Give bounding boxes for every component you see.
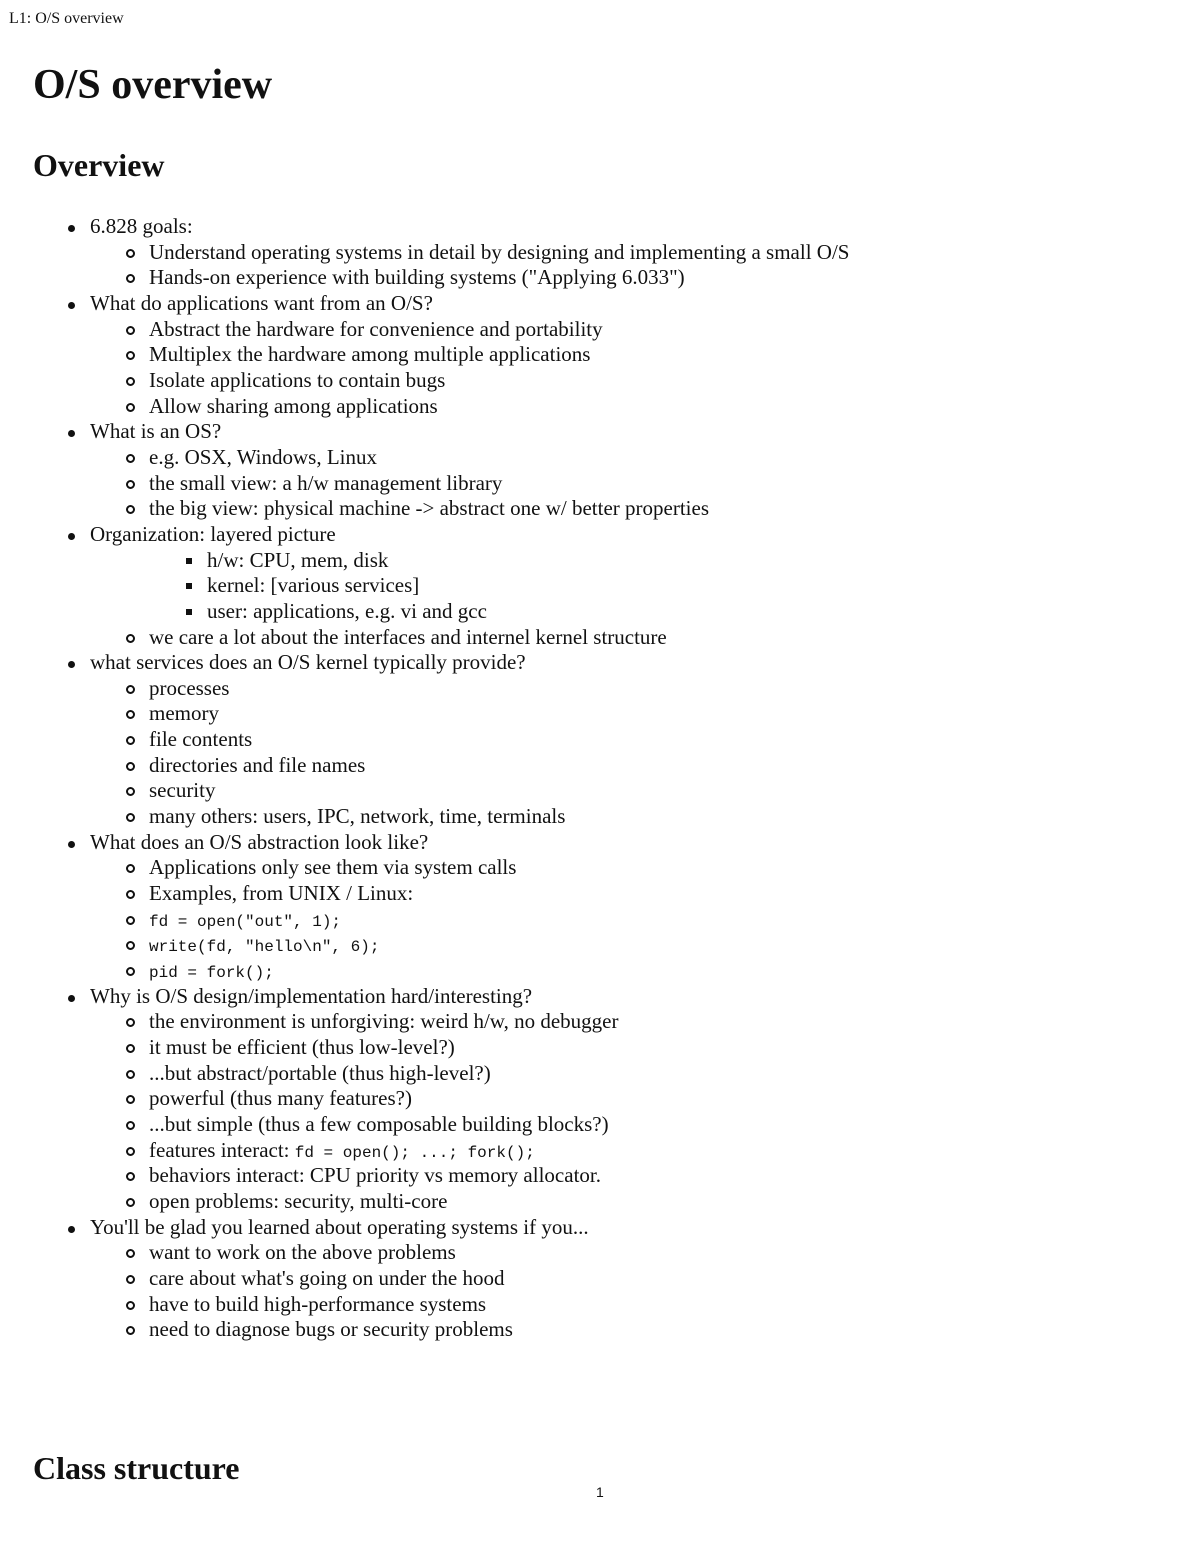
list-item [0,1266,1200,1292]
list-item-text [207,599,487,625]
list-item [0,291,1200,317]
list-item [0,240,1200,266]
open-circle-bullet-icon [126,736,135,745]
open-circle-bullet-icon [126,403,135,412]
list-item [0,1317,1200,1343]
list-item-label: Hands-on experience with building systems ("Applying 6.033") [149,265,685,290]
list-item [0,881,1200,907]
list-item [0,855,1200,881]
list-item [0,778,1200,804]
open-circle-bullet-icon [126,710,135,719]
list-item-text [149,625,667,651]
list-item-text [90,1215,589,1241]
list-item-label: Understand operating systems in detail by designing and implementing a small O/S [149,239,850,264]
list-item-text [149,471,502,497]
list-item-text [90,830,428,856]
list-item-text [149,1112,609,1138]
list-item-label: ...but simple (thus a few composable building blocks?) [149,1111,609,1136]
list-item [0,625,1200,651]
list-item [0,1189,1200,1215]
filled-square-bullet-icon [186,583,192,589]
filled-square-bullet-icon [186,558,192,564]
list-item-text [149,804,565,830]
list-item [0,676,1200,702]
page-header-label: L1: O/S overview [9,10,124,27]
list-item [0,548,1200,574]
open-circle-bullet-icon [126,1121,135,1130]
list-item-label: kernel: [various services] [207,573,420,598]
list-item-label: Multiplex the hardware among multiple applications [149,342,591,367]
open-circle-bullet-icon [126,1301,135,1310]
list-item-label: need to diagnose bugs or security problems [149,1317,513,1342]
list-item-text [90,650,526,676]
open-circle-bullet-icon [126,505,135,514]
overview-bullet-list [0,214,1200,1343]
list-item-label: processes [149,675,230,700]
filled-square-bullet-icon [186,609,192,615]
open-circle-bullet-icon [126,1018,135,1027]
open-circle-bullet-icon [126,351,135,360]
open-circle-bullet-icon [126,326,135,335]
list-item-text [149,1009,619,1035]
open-circle-bullet-icon [126,864,135,873]
filled-disc-bullet-icon [68,533,75,540]
list-item [0,1061,1200,1087]
open-circle-bullet-icon [126,480,135,489]
list-item-label: 6.828 goals: [90,214,193,238]
list-item-label: the big view: physical machine -> abstract one w/ better properties [149,496,709,521]
list-item-label: Examples, from UNIX / Linux: [149,881,414,906]
open-circle-bullet-icon [126,454,135,463]
list-item-text [149,1086,412,1112]
list-item-text [149,1292,486,1318]
list-item [0,214,1200,240]
list-item-label: Allow sharing among applications [149,393,438,418]
list-item-text [90,419,221,445]
list-item-text [90,214,193,240]
list-item [0,573,1200,599]
open-circle-bullet-icon [126,762,135,771]
open-circle-bullet-icon [126,1249,135,1258]
open-circle-bullet-icon [126,1044,135,1053]
list-item-label: memory [149,701,219,726]
list-item [0,984,1200,1010]
list-item-text [90,522,336,548]
list-item-text [90,984,532,1010]
filled-disc-bullet-icon [68,430,75,437]
list-item-text [149,676,229,702]
list-item [0,1292,1200,1318]
list-item-text [207,573,419,599]
list-item-text [149,855,516,881]
list-item [0,1215,1200,1241]
list-item-text [149,1035,455,1061]
list-item-text [149,317,603,343]
list-item [0,804,1200,830]
open-circle-bullet-icon [126,1172,135,1181]
open-circle-bullet-icon [126,685,135,694]
list-item-label: want to work on the above problems [149,1240,456,1265]
list-item-label: user: applications, e.g. vi and gcc [207,598,487,623]
list-item [0,368,1200,394]
list-item-label: e.g. OSX, Windows, Linux [149,444,378,469]
filled-disc-bullet-icon [68,302,75,309]
list-item [0,522,1200,548]
open-circle-bullet-icon [126,813,135,822]
list-item-label: What is an OS? [90,419,222,444]
list-item [0,419,1200,445]
open-circle-bullet-icon [126,1095,135,1104]
code-snippet: fd = open("out", 1); [149,912,342,931]
list-item-label: What do applications want from an O/S? [90,290,433,315]
list-item-text [90,291,433,317]
list-item [0,727,1200,753]
list-item-text [149,1266,504,1292]
open-circle-bullet-icon [126,1198,135,1207]
list-item-label: it must be efficient (thus low-level?) [149,1035,455,1059]
list-item-label: care about what's going on under the hood [149,1265,505,1290]
list-item-text [149,265,685,291]
list-item-text [149,907,341,936]
list-item-text [149,1189,447,1215]
code-snippet: pid = fork(); [149,964,274,983]
list-item-label: ...but abstract/portable (thus high-level?) [149,1060,491,1085]
list-item-label: directories and file names [149,752,366,777]
list-item-text [149,1317,513,1343]
list-item-text [149,881,413,907]
list-item [0,1035,1200,1061]
list-item-label: open problems: security, multi-core [149,1188,448,1213]
list-item-text [149,368,445,394]
page-title: O/S overview [33,62,273,108]
list-item [0,1163,1200,1189]
open-circle-bullet-icon [126,249,135,258]
code-snippet: fd = open(); ...; fork(); [294,1143,535,1162]
code-snippet: write(fd, "hello\n", 6); [149,938,380,957]
open-circle-bullet-icon [126,787,135,796]
open-circle-bullet-icon [126,634,135,643]
list-item [0,958,1200,984]
list-item [0,496,1200,522]
list-item [0,932,1200,958]
list-item [0,265,1200,291]
list-item-label: Abstract the hardware for convenience and portability [149,316,603,341]
list-item-label: What does an O/S abstraction look like? [90,829,429,854]
list-item-text [149,932,379,961]
open-circle-bullet-icon [126,916,135,925]
list-item [0,830,1200,856]
open-circle-bullet-icon [126,967,135,976]
list-item-text [149,778,215,804]
list-item-text [149,1138,535,1167]
list-item-text [149,701,219,727]
list-item-text [149,727,252,753]
list-item-label: what services does an O/S kernel typically provide? [90,650,526,675]
list-item-label: behaviors interact: CPU priority vs memory allocator. [149,1163,601,1188]
list-item [0,753,1200,779]
list-item [0,317,1200,343]
list-item [0,471,1200,497]
list-item-text [149,445,377,471]
list-item [0,907,1200,933]
list-item [0,1086,1200,1112]
list-item-label: the small view: a h/w management library [149,470,503,495]
list-item [0,1112,1200,1138]
page-number: 1 [596,1484,604,1500]
open-circle-bullet-icon [126,1070,135,1079]
list-item-text [149,342,590,368]
list-item-text [149,1240,456,1266]
list-item [0,394,1200,420]
list-item [0,1138,1200,1164]
list-item-label: Organization: layered picture [90,521,336,546]
filled-disc-bullet-icon [68,225,75,232]
list-item-label: the environment is unforgiving: weird h/w, no debugger [149,1009,619,1034]
list-item [0,1240,1200,1266]
list-item-label: we care a lot about the interfaces and internel kernel structure [149,624,667,649]
list-item [0,342,1200,368]
list-item-label: Isolate applications to contain bugs [149,367,446,392]
open-circle-bullet-icon [126,274,135,283]
list-item-text [149,958,274,987]
section-heading-overview: Overview [33,147,165,183]
open-circle-bullet-icon [126,377,135,386]
filled-disc-bullet-icon [68,841,75,848]
filled-disc-bullet-icon [68,995,75,1002]
section-heading-class-structure: Class structure [33,1450,240,1486]
list-item-text [149,753,365,779]
filled-disc-bullet-icon [68,661,75,668]
open-circle-bullet-icon [126,1326,135,1335]
list-item-text [149,240,849,266]
list-item-text [149,1061,491,1087]
list-item [0,650,1200,676]
open-circle-bullet-icon [126,941,135,950]
list-item-text [149,1163,601,1189]
list-item-label: h/w: CPU, mem, disk [207,547,389,572]
list-item [0,599,1200,625]
list-item [0,701,1200,727]
filled-disc-bullet-icon [68,1226,75,1233]
open-circle-bullet-icon [126,890,135,899]
list-item-label: You'll be glad you learned about operating systems if you... [90,1214,589,1239]
list-item [0,445,1200,471]
open-circle-bullet-icon [126,1275,135,1284]
list-item-label: powerful (thus many features?) [149,1086,412,1111]
list-item-label: file contents [149,727,253,752]
list-item-label: security [149,778,216,803]
list-item-label: have to build high-performance systems [149,1291,487,1316]
list-item-label: Why is O/S design/implementation hard/interesting? [90,983,533,1008]
list-item-label: Applications only see them via system calls [149,855,517,880]
list-item-label: many others: users, IPC, network, time, terminals [149,804,566,829]
list-item-text [149,496,709,522]
list-item-text [207,548,388,574]
open-circle-bullet-icon [126,1147,135,1156]
list-item-label: features interact: [149,1137,295,1162]
list-item [0,1009,1200,1035]
list-item-text [149,394,438,420]
